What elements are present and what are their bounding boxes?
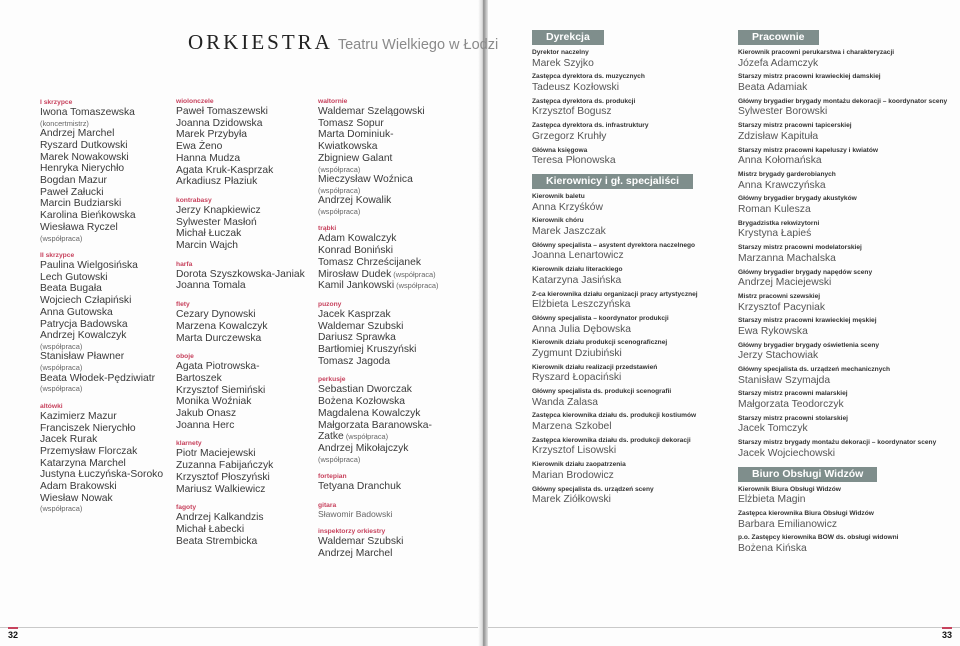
orchestra-column-strings <box>40 98 180 514</box>
staff-name: Anna Julia Dębowska <box>532 323 632 335</box>
staff-role: p.o. Zastępcy kierownika BOW ds. obsługi widowni <box>738 534 899 542</box>
section-label: trąbki <box>318 225 337 233</box>
member-name: Krzysztof Siemiński <box>176 384 266 396</box>
staff-name: Marzena Szkobel <box>532 421 612 433</box>
member-name: Mirosław Dudek (współpraca) <box>318 268 436 280</box>
member-name: Franciszek Nierychło <box>40 422 136 434</box>
member-note: (współpraca) <box>318 164 361 174</box>
staff-column-management <box>532 27 732 506</box>
section-label: waltornie <box>318 98 348 105</box>
page-number-right: 33 <box>942 627 952 640</box>
member-name: Krzysztof Płoszyński <box>176 471 270 483</box>
member-note: (koncertmistrz) <box>40 118 89 128</box>
member-name: Lech Gutowski <box>40 271 108 283</box>
member-name: Agata Kruk-Kasprzak <box>176 164 274 176</box>
section-label: fortepian <box>318 473 347 481</box>
staff-name: Marzanna Machalska <box>738 252 836 264</box>
member-name: Ewa Żeno <box>176 141 223 153</box>
section-label: kontrabasy <box>176 196 212 204</box>
member-name: Marek Przybyła <box>176 129 247 141</box>
member-note: (współpraca) <box>40 504 83 514</box>
staff-name: Andrzej Maciejewski <box>738 277 832 289</box>
staff-name: Krzysztof Lisowski <box>532 445 617 457</box>
staff-role: Mistrz brygady garderobianych <box>738 170 836 178</box>
member-name: Konrad Boniński <box>318 245 393 257</box>
section-label: gitara <box>318 501 337 509</box>
member-note: (współpraca) <box>394 281 439 291</box>
staff-name: Krzysztof Bogusz <box>532 106 612 118</box>
member-note: (współpraca) <box>40 341 83 351</box>
section-header-bar: Pracownie <box>738 30 819 45</box>
member-name: Joanna Dzidowska <box>176 117 263 129</box>
staff-role: Główny brygadier brygady oświetlenia sceny <box>738 341 880 349</box>
member-name: Waldemar Szubski <box>318 536 404 548</box>
member-name: Mariusz Walkiewicz <box>176 483 266 495</box>
staff-role: Starszy mistrz brygady montażu dekoracji – koordynator sceny <box>738 439 937 447</box>
staff-name: Grzegorz Kruhły <box>532 130 607 142</box>
member-name: Ryszard Dutkowski <box>40 139 128 151</box>
staff-role: Starszy mistrz pracowni modelatorskiej <box>738 244 862 252</box>
member-name: Tomasz Jagoda <box>318 355 391 367</box>
member-note: (współpraca) <box>40 233 83 243</box>
member-name: Jakub Onasz <box>176 408 237 420</box>
section-header-bar: Kierownicy i gł. specjaliści <box>532 174 693 189</box>
member-name: Dorota Szyszkowska-Janiak <box>176 268 305 280</box>
member-name: Andrzej Kalkandzis <box>176 512 264 524</box>
staff-name: Małgorzata Teodorczyk <box>738 399 844 411</box>
staff-role: Dyrektor naczelny <box>532 49 589 56</box>
member-note: (współpraca) <box>391 269 436 279</box>
staff-name: Anna Kołomańska <box>738 155 822 167</box>
member-name: Bożena Kozłowska <box>318 396 406 408</box>
staff-role: Główny specjalista ds. produkcji scenografii <box>532 388 672 396</box>
page-title <box>188 30 498 55</box>
page-number-left: 32 <box>8 627 18 640</box>
staff-role: Główny specjalista ds. urządzeń mechanicznych <box>738 366 891 374</box>
member-name: Tetyana Dranchuk <box>318 481 401 493</box>
member-name: Waldemar Szelągowski <box>318 106 425 117</box>
staff-role: Główny brygadier brygady akustyków <box>738 195 857 203</box>
staff-role: Kierownik działu zaopatrzenia <box>532 461 626 469</box>
orchestra-column-brass-percussion <box>318 97 468 560</box>
orchestra-column-low-strings-winds <box>176 97 316 547</box>
member-name: Joanna Tomala <box>176 280 246 292</box>
staff-name: Katarzyna Jasińska <box>532 274 622 286</box>
staff-name: Anna Krzyśków <box>532 201 603 213</box>
title-main: ORKIESTRA <box>188 30 333 54</box>
staff-name: Marian Brodowicz <box>532 469 614 481</box>
member-name: Paulina Wielgosińska <box>40 260 138 272</box>
member-note: (współpraca) <box>318 454 361 464</box>
member-name: Arkadiusz Płaziuk <box>176 176 258 188</box>
section-label: II skrzypce <box>40 252 75 260</box>
member-name: Bartoszek <box>176 372 222 384</box>
member-name: Bartłomiej Kruszyński <box>318 344 417 356</box>
staff-role: Kierownik działu produkcji scenograficznej <box>532 339 668 347</box>
member-name: Anna Gutowska <box>40 306 113 318</box>
member-name: Kazimierz Mazur <box>40 410 117 422</box>
member-name: Hanna Mudza <box>176 152 241 164</box>
member-name: Paweł Tomaszewski <box>176 106 268 117</box>
title-sub: Teatru Wielkiego w Łodzi <box>337 37 499 53</box>
staff-name: Marek Jaszczak <box>532 225 606 237</box>
staff-role: Główny specjalista – asystent dyrektora naczelnego <box>532 241 696 249</box>
member-name: Marek Nowakowski <box>40 151 129 163</box>
staff-name: Elżbieta Magin <box>738 494 806 506</box>
staff-column-workshops <box>738 27 948 555</box>
section-label: wiolonczele <box>176 98 214 105</box>
member-name: Beata Strembicka <box>176 535 258 547</box>
section-label: inspektorzy orkiestry <box>318 528 386 536</box>
staff-name: Marek Szyjko <box>532 57 594 69</box>
member-name: Joanna Herc <box>176 419 235 431</box>
staff-role: Zastępca dyrektora ds. muzycznych <box>532 73 645 81</box>
staff-role: Główny specjalista – koordynator produkcji <box>532 314 669 322</box>
member-name: Beata Bugała <box>40 283 102 295</box>
member-name: Beata Włodek-Pędziwiatr <box>40 372 156 384</box>
member-name: Jerzy Knapkiewicz <box>176 204 261 216</box>
member-name: Dariusz Sprawka <box>318 332 396 344</box>
staff-role: Z-ca kierownika działu organizacji pracy artystycznej <box>532 290 698 298</box>
member-name: Marcin Budziarski <box>40 198 122 210</box>
staff-role: Starszy mistrz pracowni krawieckiej damskiej <box>738 73 881 81</box>
member-name: Sylwester Masłoń <box>176 216 257 228</box>
staff-role: Starszy mistrz pracowni stolarskiej <box>738 414 848 422</box>
member-name: Andrzej Kowalczyk <box>40 330 127 342</box>
staff-role: Kierownik Biura Obsługi Widzów <box>738 485 841 493</box>
section-label: oboje <box>176 353 194 361</box>
member-note: (współpraca) <box>40 384 83 394</box>
member-name: Andrzej Kowalik <box>318 195 392 207</box>
member-name: Magdalena Kowalczyk <box>318 407 421 419</box>
staff-name: Bożena Kińska <box>738 543 807 555</box>
member-name: Kamil Jankowski (współpraca) <box>318 280 439 292</box>
member-name: Tomasz Sopur <box>318 117 384 129</box>
section-header-bar: Biuro Obsługi Widzów <box>738 467 877 482</box>
staff-name: Barbara Emilianowicz <box>738 518 838 530</box>
member-name: Agata Piotrowska- <box>176 361 260 373</box>
member-name: Jacek Kasprzak <box>318 308 391 320</box>
staff-name: Jacek Wojciechowski <box>738 447 836 459</box>
member-name: Sławomir Badowski <box>318 508 393 519</box>
staff-role: Główny brygadier brygady montażu dekoracji – koordynator sceny <box>738 97 948 105</box>
member-name: Marta Dominiuk- <box>318 129 394 141</box>
member-name: Małgorzata Baranowska- <box>318 419 432 431</box>
member-name: Wojciech Człapiński <box>40 295 132 307</box>
member-name: Marcin Wajch <box>176 240 238 252</box>
member-name: Henryka Nierychło <box>40 163 125 175</box>
staff-name: Krzysztof Pacyniak <box>738 301 825 313</box>
staff-name: Elżbieta Leszczyńska <box>532 299 631 311</box>
member-name: Michał Łuczak <box>176 228 242 240</box>
member-name: Piotr Maciejewski <box>176 448 256 460</box>
member-name: Paweł Załucki <box>40 186 104 198</box>
staff-name: Beata Adamiak <box>738 81 808 93</box>
member-note: (współpraca) <box>318 185 361 195</box>
staff-name: Jerzy Stachowiak <box>738 350 819 362</box>
staff-name: Sylwester Borowski <box>738 106 828 118</box>
staff-role: Zastępca kierownika działu ds. produkcji kostiumów <box>532 412 697 420</box>
member-name: Andrzej Mikołajczyk <box>318 442 409 454</box>
member-name: Mieczysław Woźnica <box>318 174 413 186</box>
member-name: Patrycja Badowska <box>40 318 128 330</box>
member-name: Tomasz Chrześcijanek <box>318 256 422 268</box>
section-label: I skrzypce <box>40 99 73 106</box>
member-name: Iwona Tomaszewska <box>40 107 135 118</box>
staff-name: Zygmunt Dziubiński <box>532 347 622 359</box>
member-name: Zatke (współpraca) <box>318 431 389 443</box>
member-name: Przemysław Florczak <box>40 445 138 457</box>
staff-role: Główny specjalista ds. urządzeń sceny <box>532 485 654 493</box>
member-name: Justyna Łuczyńska-Soroko <box>40 469 164 481</box>
member-name: Wiesława Ryczel <box>40 221 118 233</box>
member-name: Kwiatkowska <box>318 141 378 153</box>
section-label: klarnety <box>176 440 202 448</box>
staff-role: Starszy mistrz pracowni kapeluszy i kwiatów <box>738 146 878 154</box>
member-name: Michał Łabecki <box>176 523 245 535</box>
member-name: Karolina Bieńkowska <box>40 210 136 222</box>
member-name: Zuzanna Fabijańczyk <box>176 460 274 472</box>
staff-role: Główny brygadier brygady napędów sceny <box>738 268 873 276</box>
staff-name: Stanisław Szymajda <box>738 374 831 386</box>
member-name: Sebastian Dworczak <box>318 384 412 396</box>
bottom-rule-right <box>488 627 960 628</box>
member-name: Katarzyna Marchel <box>40 457 126 469</box>
staff-name: Jacek Tomczyk <box>738 423 808 435</box>
staff-role: Zastępca dyrektora ds. produkcji <box>532 97 636 105</box>
staff-role: Kierownik działu literackiego <box>532 266 623 274</box>
section-label: harfa <box>176 260 193 268</box>
member-name: Andrzej Marchel <box>318 548 393 560</box>
member-name: Bogdan Mazur <box>40 175 107 187</box>
staff-name: Ryszard Łopaciński <box>532 372 622 384</box>
staff-role: Starszy mistrz pracowni malarskiej <box>738 390 848 398</box>
staff-name: Ewa Rykowska <box>738 325 808 337</box>
section-label: puzony <box>318 300 342 308</box>
staff-name: Joanna Lenartowicz <box>532 250 624 262</box>
staff-name: Teresa Płonowska <box>532 155 616 167</box>
member-note: (współpraca) <box>343 432 389 442</box>
section-label: altówki <box>40 402 63 410</box>
staff-name: Zdzisław Kapituła <box>738 130 819 142</box>
section-label: flety <box>176 301 190 309</box>
bottom-rule-left <box>0 627 478 628</box>
staff-role: Kierownik baletu <box>532 192 585 200</box>
staff-role: Kierownik pracowni perukarstwa i charakteryzacji <box>738 49 895 56</box>
member-name: Cezary Dynowski <box>176 309 256 321</box>
book-gutter <box>478 0 488 646</box>
member-note: (współpraca) <box>40 363 83 373</box>
staff-name: Tadeusz Kozłowski <box>532 81 619 93</box>
staff-role: Zastępca dyrektora ds. infrastruktury <box>532 122 649 130</box>
member-name: Zbigniew Galant <box>318 152 393 164</box>
member-name: Wiesław Nowak <box>40 492 113 504</box>
member-name: Jacek Rurak <box>40 434 98 446</box>
staff-role: Mistrz pracowni szewskiej <box>738 292 821 300</box>
staff-role: Główna księgowa <box>532 146 588 154</box>
section-label: fagoty <box>176 504 197 512</box>
member-name: Monika Woźniak <box>176 396 252 408</box>
staff-role: Starszy mistrz pracowni tapicerskiej <box>738 122 852 130</box>
member-name: Waldemar Szubski <box>318 320 404 332</box>
member-name: Stanisław Pławner <box>40 351 125 363</box>
staff-name: Roman Kulesza <box>738 203 811 215</box>
staff-role: Starszy mistrz pracowni krawieckiej męskiej <box>738 317 877 325</box>
staff-role: Zastępca kierownika Biura Obsługi Widzów <box>738 510 874 518</box>
staff-name: Marek Ziółkowski <box>532 494 611 506</box>
member-note: (współpraca) <box>318 206 361 216</box>
member-name: Marzena Kowalczyk <box>176 320 268 332</box>
member-name: Marta Durczewska <box>176 332 262 344</box>
staff-name: Anna Krawczyńska <box>738 179 826 191</box>
section-header-bar: Dyrekcja <box>532 30 604 45</box>
member-name: Andrzej Marchel <box>40 128 115 140</box>
staff-role: Zastępca kierownika działu ds. produkcji dekoracji <box>532 436 691 444</box>
staff-name: Krystyna Łapieś <box>738 228 812 240</box>
member-name: Adam Kowalczyk <box>318 233 397 245</box>
staff-role: Brygadzistka rekwizytorni <box>738 219 820 227</box>
staff-role: Kierownik działu realizacji przedstawień <box>532 363 658 371</box>
staff-role: Kierownik chóru <box>532 217 584 225</box>
staff-name: Wanda Zalasa <box>532 396 599 408</box>
section-label: perkusje <box>318 376 346 384</box>
staff-name: Józefa Adamczyk <box>738 57 819 69</box>
member-name: Adam Brakowski <box>40 481 117 493</box>
